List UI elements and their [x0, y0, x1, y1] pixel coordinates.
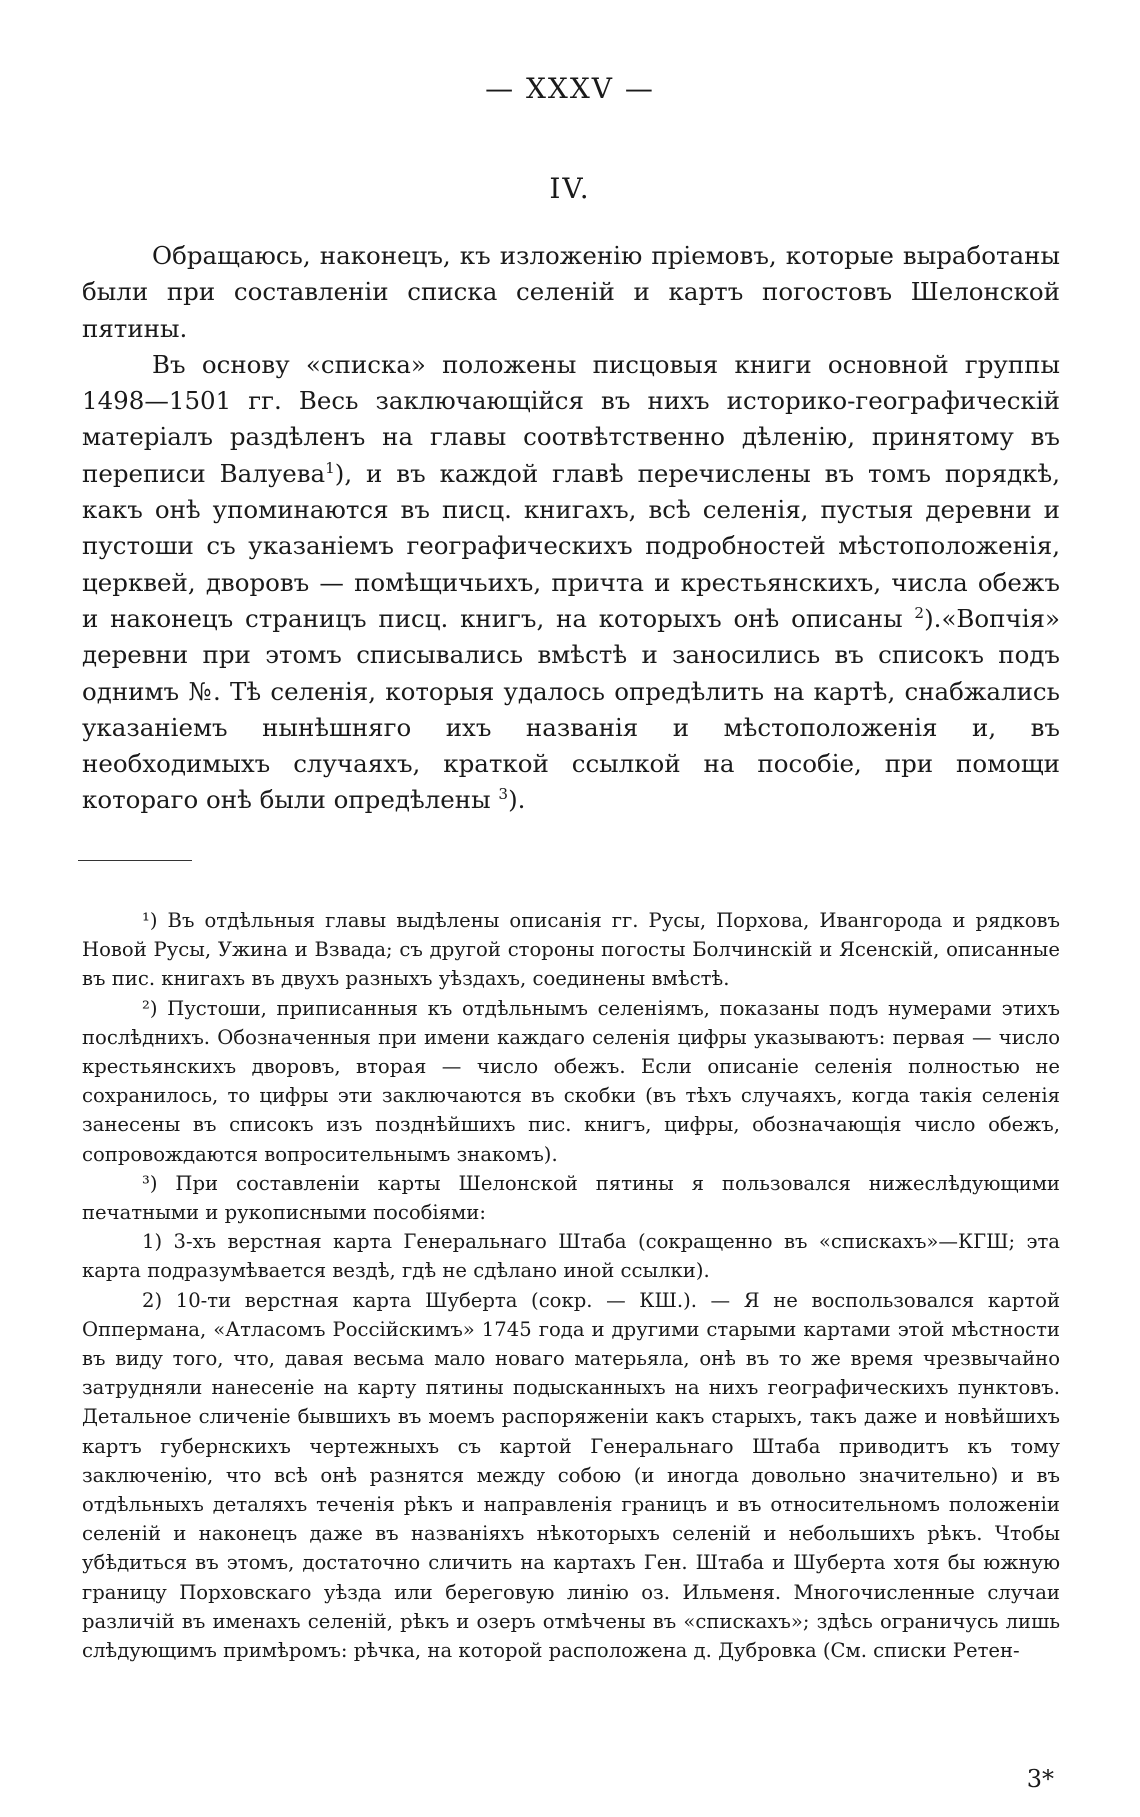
page-running-head: — XXXV — — [485, 72, 655, 105]
signature-mark: 3* — [1026, 1765, 1054, 1793]
paragraph-2-text-d: ). — [508, 785, 526, 815]
main-text — [82, 238, 1060, 819]
footnote-3-item-2: 2) 10-ти верстная карта Шуберта (сокр. — КШ.). — Я не воспользовался картой Оппермана, «Атласомъ Россійскимъ» 1745 года и другими старыми картами этой мѣстности въ виду того, что, давая весьма мало новаго матерьяла, онѣ въ то же время чрезвычайно затрудняли нанесеніе на карту пятины подысканныхъ на нихъ географическихъ пунктовъ. Детальное сличеніе бывшихъ въ моемъ распоряженіи какъ старыхъ, такъ даже и новѣйшихъ картъ губернскихъ чертежныхъ съ картой Генеральнаго Штаба приводитъ къ тому заключенію, что всѣ онѣ разнятся между собою (и иногда довольно значительно) и въ отдѣльныхъ деталяхъ теченія рѣкъ и направленія границъ и въ относительномъ положеніи селеній и наконецъ даже въ названіяхъ нѣкоторыхъ селеній и небольшихъ рѣкъ. Чтобы убѣдиться въ этомъ, достаточно сличить на картахъ Ген. Штаба и Шуберта хотя бы южную границу Порховскаго уѣзда или береговую линію оз. Ильменя. Многочисленные случаи различій въ именахъ селеній, рѣкъ и озеръ отмѣчены въ «спискахъ»; здѣсь ограничусь лишь слѣдующимъ примѣромъ: рѣчка, на которой расположена д. Дубровка (См. списки Ретен- — [82, 1288, 1060, 1663]
footnote-ref-1: 1 — [325, 458, 335, 477]
footnote-3: ³) При составленіи карты Шелонской пятины я пользовался нижеслѣдующими печатными и рукописными пособіями: — [82, 1171, 1060, 1225]
footnote-1: ¹) Въ отдѣльныя главы выдѣлены описанія гг. Русы, Порхова, Ивангорода и рядковъ Новой Русы, Ужина и Взвада; съ другой стороны погосты Болчинскій и Ясенскій, описанные въ пис. книгахъ въ двухъ разныхъ уѣздахъ, соединены вмѣстѣ. — [82, 909, 1060, 991]
footnote-2: ²) Пустоши, приписанныя къ отдѣльнымъ селеніямъ, показаны подъ нумерами этихъ послѣднихъ. Обозначенныя при имени каждаго селенія цифры указываютъ: первая — число крестьянскихъ дворовъ, вторая — число обежъ. Если описаніе селенія полностью не сохранилось, то цифры эти заключаются въ скобки (въ тѣхъ случаяхъ, когда такія селенія занесены въ списокъ изъ позднѣйшихъ пис. книгъ, цифры, обозначающія число обежъ, сопровождаются вопросительнымъ знакомъ). — [82, 996, 1060, 1166]
footnotes — [82, 906, 1060, 1665]
footnote-separator — [78, 860, 192, 863]
footnote-3-item-1: 1) 3-хъ верстная карта Генеральнаго Штаба (сокращенно въ «спискахъ»—КГШ; эта карта подразумѣвается вездѣ, гдѣ не сдѣлано иной ссылки). — [82, 1230, 1060, 1283]
paragraph-2-text-b: ), и въ каждой главѣ перечислены въ томъ порядкѣ, какъ онѣ упоминаются въ писц. книгахъ, всѣ селенія, пустыя деревни и пустоши съ указаніемъ географическихъ подробностей мѣстоположенія, церквей, дворовъ — помѣщичьихъ, причта и крестьянскихъ, числа обежъ и наконецъ страницъ писц. книгъ, на которыхъ онѣ описаны — [82, 458, 1060, 633]
paragraph-2-text-c: ).«Вопчія» деревни при этомъ списывались вмѣстѣ и заносились въ списокъ подъ однимъ №. Тѣ селенія, которыя удалось опредѣлить на картѣ, снабжались указаніемъ нынѣшняго ихъ названія и мѣстоположенія и, въ необходимыхъ случаяхъ, краткой ссылкой на пособіе, при помощи котораго онѣ были опредѣлены — [82, 603, 1060, 815]
paragraph-2-text-a: Въ основу «списка» положены писцовыя книги основной группы 1498—1501 гг. Весь заключающійся въ нихъ историко-географическій матеріалъ раздѣленъ на главы соотвѣтственно дѣленію, принятому въ переписи Валуева — [82, 349, 1060, 488]
paragraph-1 — [82, 238, 1060, 347]
paragraph-1-text: Обращаюсь, наконецъ, къ изложенію пріемовъ, которые выработаны были при составленіи списка селеній и картъ погостовъ Шелонской пятины. — [82, 241, 1060, 343]
footnote-ref-2: 2 — [914, 603, 925, 622]
footnote-ref-3: 3 — [498, 785, 509, 804]
section-number: IV. — [549, 172, 591, 205]
paragraph-2 — [82, 347, 1060, 819]
